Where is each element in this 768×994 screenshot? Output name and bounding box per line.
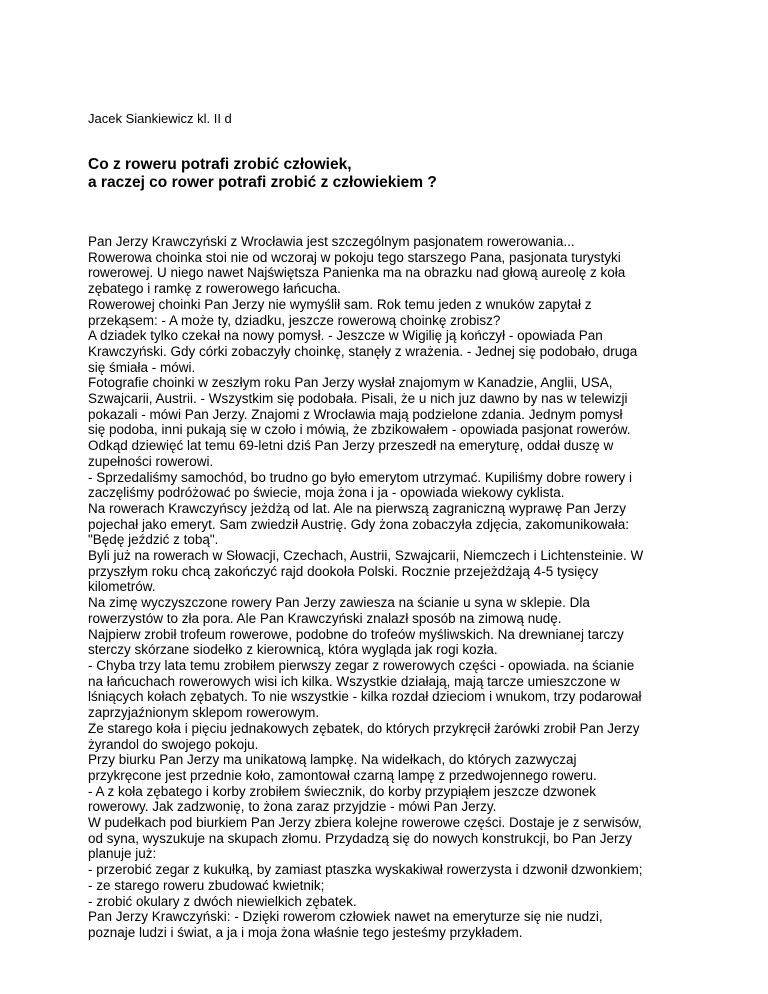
body-line: pokazali - mówi Pan Jerzy. Znajomi z Wrocławia mają podzielone zdania. Jednym pomysł: [88, 406, 623, 422]
body-line: rowerowy. Jak zadzwonię, to żona zaraz przyjdzie - mówi Pan Jerzy.: [88, 799, 497, 815]
author-line: Jacek Siankiewicz kl. II d: [88, 111, 232, 126]
body-line: Na zimę wyczyszczone rowery Pan Jerzy zawiesza na ścianie u syna w sklepie. Dla: [88, 595, 590, 611]
body-line: - Sprzedaliśmy samochód, bo trudno go było emerytom utrzymać. Kupiliśmy dobre rowery i: [88, 469, 632, 485]
body-line: Przy biurku Pan Jerzy ma unikatową lampkę. Na widełkach, do których zazwyczaj: [88, 752, 577, 768]
body-line: - przerobić zegar z kukułką, by zamiast ptaszka wyskakiwał rowerzysta i dzwonił dzwonkiem;: [88, 862, 643, 878]
body-line: - zrobić okulary z dwóch niewielkich zębatek.: [88, 893, 357, 909]
body-line: A dziadek tylko czekał na nowy pomysł. - Jeszcze w Wigilię ją kończył - opowiada Pan: [88, 328, 603, 344]
body-line: pojechał jako emeryt. Sam zwiedził Austrię. Gdy żona zobaczyła zdjęcia, zakomunikowała:: [88, 516, 630, 532]
body-line: zaczęliśmy podróżować po świecie, moja żona i ja - opowiada wiekowy cyklista.: [88, 485, 565, 501]
body-line: planuje już:: [88, 846, 157, 862]
body-line: zaprzyjaźnionym sklepom rowerowym.: [88, 705, 320, 721]
body-line: przyszłym roku chcą zakończyć rajd dookoła Polski. Rocznie przejeżdżają 4-5 tysięcy: [88, 563, 599, 579]
body-line: W pudełkach pod biurkiem Pan Jerzy zbiera kolejne rowerowe części. Dostaje je z serwisów,: [88, 815, 642, 831]
body-line: zębatego i ramkę z rowerowego łańcucha.: [88, 281, 341, 297]
body-line: kilometrów.: [88, 579, 156, 595]
body-line: Krawczyński. Gdy córki zobaczyły choinkę, stanęły z wrażenia. - Jednej się podobało, druga: [88, 343, 638, 359]
body-line: Odkąd dziewięć lat temu 69-letni dziś Pan Jerzy przeszedł na emeryturę, oddał duszę w: [88, 438, 614, 454]
body-line: od syna, wyszukuje na skupach złomu. Przydadzą się do nowych konstrukcji, bo Pan Jerzy: [88, 830, 633, 846]
body-line: Byli już na rowerach w Słowacji, Czechach, Austrii, Szwajcarii, Niemczech i Lichtensteinie. W: [88, 548, 644, 564]
body-line: Pan Jerzy Krawczyński: - Dzięki rowerom człowiek nawet na emeryturze się nie nudzi,: [88, 909, 603, 925]
body-line: rowerowej. U niego nawet Najświętsza Panienka ma na obrazku nad głową aureolę z koła: [88, 265, 626, 281]
body-line: zupełności rowerowi.: [88, 453, 214, 469]
body-line: na łańcuchach rowerowych wisi ich kilka. Wszystkie działają, mają tarcze umieszczone w: [88, 673, 620, 689]
body-line: - ze starego roweru zbudować kwietnik;: [88, 877, 325, 893]
body-line: - A z koła zębatego i korby zrobiłem świecznik, do korby przypiąłem jeszcze dzwonek: [88, 783, 596, 799]
body-line: Na rowerach Krawczyńscy jeżdżą od lat. Ale na pierwszą zagraniczną wyprawę Pan Jerzy: [88, 500, 626, 516]
title-line: a raczej co rower potrafi zrobić z człowiekiem ?: [88, 174, 437, 191]
body-line: lśniących kołach zębatych. To nie wszystkie - kilka rozdał dzieciom i wnukom, trzy podarował: [88, 689, 642, 705]
body-line: żyrandol do swojego pokoju.: [88, 736, 259, 752]
body-line: sterczy skórzane siodełko z kierownicą, która wygląda jak rogi kozła.: [88, 642, 498, 658]
body-line: przykręcone jest przednie koło, zamontował czarną lampę z przedwojennego roweru.: [88, 767, 597, 783]
body-line: Ze starego koła i pięciu jednakowych zębatek, do których przykręcił żarówki zrobił Pan Jerzy: [88, 720, 640, 736]
body-line: się podoba, inni pukają się w czoło i mówią, że zbzikowałem - opowiada pasjonat rowerów.: [88, 422, 631, 438]
body-line: przekąsem: - A może ty, dziadku, jeszcze rowerową choinkę zrobisz?: [88, 312, 501, 328]
title-line: Co z roweru potrafi zrobić człowiek,: [88, 156, 352, 173]
body-line: Fotografie choinki w zeszłym roku Pan Jerzy wysłał znajomym w Kanadzie, Anglii, USA,: [88, 375, 613, 391]
body-line: się śmiała - mówi.: [88, 359, 196, 375]
body-line: Szwajcarii, Austrii. - Wszystkim się podobała. Pisali, że u nich juz dawno by nas w telewizji: [88, 391, 628, 407]
body-line: Rowerowa choinka stoi nie od wczoraj w pokoju tego starszego Pana, pasjonata turystyki: [88, 249, 621, 265]
body-line: Najpierw zrobił trofeum rowerowe, podobne do trofeów myśliwskich. Na drewnianej tarczy: [88, 626, 624, 642]
body-line: Pan Jerzy Krawczyński z Wrocławia jest szczególnym pasjonatem rowerowania...: [88, 234, 575, 249]
body-line: rowerzystów to zła pora. Ale Pan Krawczyński znalazł sposób na zimową nudę.: [88, 610, 562, 626]
article-body: [88, 234, 688, 941]
body-line: poznaje ludzi i świat, a ja i moja żona właśnie tego jesteśmy przykładem.: [88, 924, 523, 940]
body-line: "Będę jeździć z tobą".: [88, 532, 219, 548]
body-line: - Chyba trzy lata temu zrobiłem pierwszy zegar z rowerowych części - opowiada. na ścianie: [88, 657, 635, 673]
body-line: Rowerowej choinki Pan Jerzy nie wymyślił sam. Rok temu jeden z wnuków zapytał z: [88, 296, 592, 312]
document-title: [88, 156, 437, 192]
